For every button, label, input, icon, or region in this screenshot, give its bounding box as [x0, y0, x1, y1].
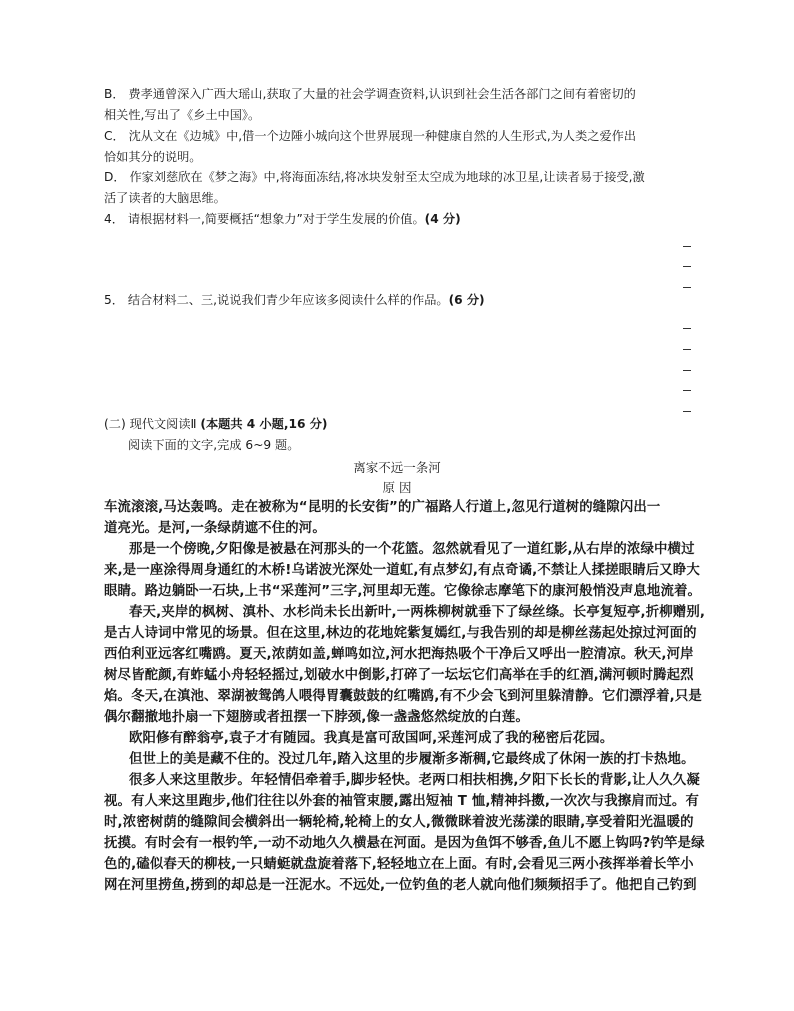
answer-line [683, 266, 691, 267]
answer-line [683, 287, 691, 288]
option-b-line-1: B． 费孝通曾深入广西大瑶山,获取了大量的社会学调查资料,认识到社会生活各部门之间有着密切的 [104, 87, 636, 101]
option-c-line-2: 恰如其分的说明。 [104, 150, 202, 164]
body-line: 视。有人来这里跑步,他们往往以外套的袖管束腰,露出短袖 T 恤,精神抖擞,一次次与我擦肩而过。有 [104, 794, 700, 809]
answer-line [683, 328, 691, 329]
body-line: 树尽皆酡颜,有蚱蜢小舟轻轻摇过,划破水中倒影,打碎了一坛坛它们高举在手的红酒,满河顿时腾起烈 [104, 668, 694, 683]
body-line: 春天,夹岸的枫树、滇朴、水杉尚未长出新叶,一两株柳树就垂下了绿丝绦。长亭复短亭,折柳赠别, [129, 605, 706, 620]
question-5-text: 5． 结合材料二、三,说说我们青少年应该多阅读什么样的作品。 [104, 293, 449, 307]
answer-line [683, 349, 691, 350]
article-title: 离家不远一条河 [353, 460, 441, 475]
option-d-line-1: D． 作家刘慈欣在《梦之海》中,将海面冻结,将冰块发射至太空成为地球的冰卫星,让读者易于接受,激 [104, 170, 645, 184]
option-c-line-1: C． 沈从文在《边城》中,借一个边陲小城向这个世界展现一种健康自然的人生形式,为人类之爱作出 [104, 129, 637, 143]
article-author: 原 因 [382, 480, 412, 495]
question-5-score: (6 分) [448, 293, 485, 307]
answer-line [683, 370, 691, 371]
section-prefix: (二) 现代文阅读Ⅱ [104, 417, 197, 431]
question-5 [104, 292, 485, 308]
body-line: 西伯利亚远客红嘴鸥。夏天,浓荫如盖,蝉鸣如泣,河水把海热吸个干净后又呼出一腔清凉。秋天,河岸 [104, 647, 694, 662]
body-line: 道亮光。是河,一条绿荫遮不住的河。 [104, 521, 326, 536]
body-line: 是古人诗词中常见的场景。但在这里,林边的花地姹紫复嫣红,与我告别的却是柳丝荡起处掠过河面的 [104, 626, 697, 641]
body-line: 来,是一座涂得周身通红的木桥!乌诺波光深处一道虹,有点梦幻,有点奇谲,不禁让人揉搓眼睛后又睁大 [104, 563, 700, 578]
body-line: 时,浓密树荫的缝隙间会横斜出一辆轮椅,轮椅上的女人,微微眯着波光荡漾的眼睛,享受着阳光温暖的 [104, 815, 694, 830]
section-score: (本题共 4 小题,16 分) [200, 417, 328, 431]
body-line: 那是一个傍晚,夕阳像是被悬在河那头的一个花篮。忽然就看见了一道红影,从右岸的浓绿中横过 [129, 542, 695, 557]
option-d-line-2: 活了读者的大脑思维。 [104, 191, 226, 205]
question-4-score: (4 分) [424, 212, 461, 226]
option-b-line-2: 相关性,写出了《乡土中国》。 [104, 108, 261, 122]
body-line: 很多人来这里散步。年轻情侣牵着手,脚步轻快。老两口相扶相携,夕阳下长长的背影,让人久久凝 [129, 773, 700, 788]
body-line: 眼睛。路边躺卧一石块,上书“采莲河”三字,河里却无莲。它像徐志摩笔下的康河般悄没声息地流着。 [104, 584, 702, 599]
answer-line [683, 390, 691, 391]
body-line: 焰。冬天,在滇池、翠湖被鸳鸽人喂得胃囊鼓鼓的红嘴鸥,有不少会飞到河里躲清静。它们漂浮着,只是 [104, 689, 702, 704]
question-4 [104, 211, 461, 227]
body-line: 色的,磕似春天的柳枝,一只蜻蜓就盘旋着落下,轻轻地立在上面。有时,会看见三两小孩挥举着长竿小 [104, 857, 694, 872]
body-line: 网在河里捞鱼,捞到的却总是一汪泥水。不远处,一位钓鱼的老人就向他们频频招手了。他把自己钓到 [104, 878, 697, 893]
question-4-text: 4． 请根据材料一,简要概括“想象力”对于学生发展的价值。 [104, 212, 425, 226]
section-heading [104, 416, 327, 432]
body-line: 抚摸。有时会有一根钓竿,一动不动地久久横悬在河面。是因为鱼饵不够香,鱼儿不愿上钩吗?钓竿是绿 [104, 836, 705, 851]
body-line: 车流滚滚,马达轰鸣。走在被称为“昆明的长安街”的广福路人行道上,忽见行道树的缝隙闪出一 [104, 500, 661, 515]
answer-line [683, 411, 691, 412]
body-line: 偶尔翻撤地扑扇一下翅膀或者扭摆一下脖颈,像一盏盏悠然绽放的白莲。 [104, 710, 529, 725]
body-line: 欧阳修有醉翁亭,袁子才有随园。我真是富可敌国呵,采莲河成了我的秘密后花园。 [129, 731, 614, 746]
answer-line [683, 246, 691, 247]
body-line: 但世上的美是藏不住的。没过几年,踏入这里的步履渐多渐稠,它最终成了休闲一族的打卡热地。 [129, 752, 695, 767]
reading-instruction: 阅读下面的文字,完成 6~9 题。 [128, 438, 300, 452]
